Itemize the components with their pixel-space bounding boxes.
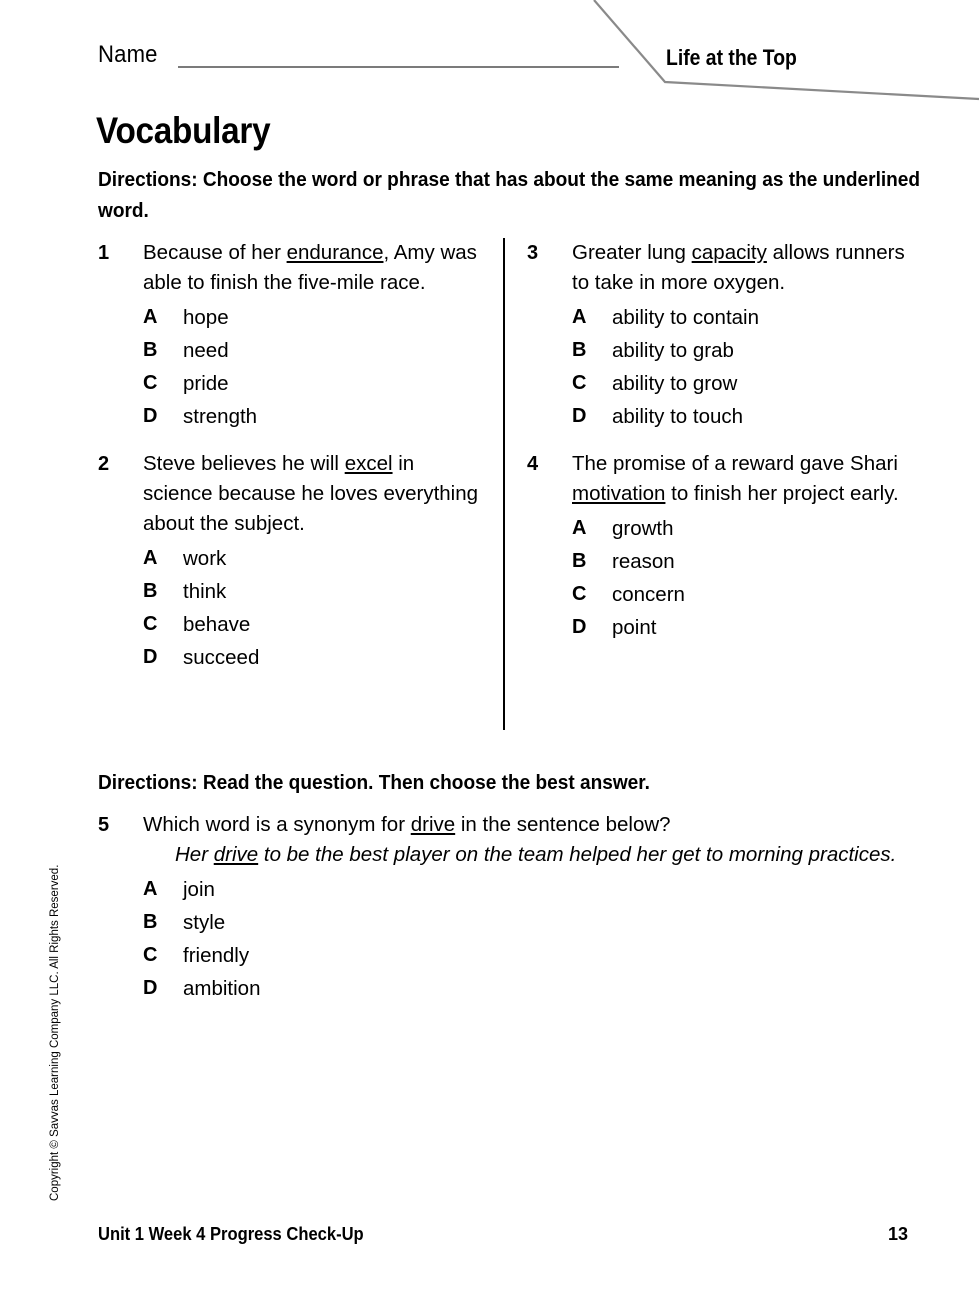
option-text: work: [183, 547, 227, 570]
option-text: style: [183, 911, 226, 934]
option-text: pride: [183, 372, 229, 395]
option-letter: D: [572, 616, 587, 638]
option-letter: B: [572, 339, 587, 361]
stem-text: Greater lung: [572, 241, 692, 264]
answer-option-b[interactable]: [143, 575, 488, 608]
answer-options: [143, 301, 488, 433]
question-number: 5: [98, 814, 110, 836]
answer-options: [143, 873, 948, 1005]
question-3: [527, 238, 927, 433]
option-text: ambition: [183, 977, 261, 1000]
answer-option-a[interactable]: [143, 873, 948, 906]
option-letter: C: [572, 583, 587, 605]
underlined-word: drive: [410, 813, 456, 836]
question-stem: [143, 238, 488, 298]
stem-text: in the sentence below?: [455, 813, 671, 836]
answer-option-a[interactable]: [572, 512, 927, 545]
copyright-notice: Copyright © Savvas Learning Company LLC. All Rights Reserved.: [49, 864, 61, 1201]
stem-text: allows runners to take in more oxygen.: [572, 241, 905, 294]
column-divider: [503, 238, 505, 730]
underlined-word: excel: [344, 452, 393, 475]
question-number: 1: [98, 242, 110, 264]
question-stem: [143, 449, 488, 539]
answer-option-b[interactable]: [572, 545, 927, 578]
stem-text: in science because he loves everything about the subject.: [143, 452, 479, 535]
option-letter: A: [143, 306, 158, 328]
answer-option-d[interactable]: [572, 400, 927, 433]
answer-option-b[interactable]: [572, 334, 927, 367]
option-text: friendly: [183, 944, 250, 967]
stem-text: Steve believes he will: [143, 452, 345, 475]
underlined-word: capacity: [691, 241, 767, 264]
page-title: Vocabulary: [96, 110, 271, 151]
stem-text: Because of her: [143, 241, 287, 264]
stem-text: to finish her project early.: [665, 482, 899, 505]
question-stem: [143, 810, 948, 840]
answer-options: [572, 512, 927, 644]
option-letter: D: [143, 646, 158, 668]
footer-label: Unit 1 Week 4 Progress Check-Up: [98, 1224, 364, 1244]
answer-option-c[interactable]: [143, 608, 488, 641]
answer-option-c[interactable]: [143, 367, 488, 400]
question-1: [98, 238, 488, 433]
question-stem: [572, 449, 927, 509]
option-text: succeed: [183, 646, 260, 669]
stem-text: to be the best player on the team helped her get to morning practices.: [258, 843, 897, 866]
option-text: need: [183, 339, 229, 362]
directions-vocabulary: Directions: Choose the word or phrase that has about the same meaning as the underlined word.: [98, 168, 921, 222]
option-letter: D: [143, 405, 158, 427]
stem-text: The promise of a reward gave Shari: [572, 452, 898, 475]
option-letter: C: [143, 372, 158, 394]
question-column-right: [527, 238, 927, 662]
answer-option-d[interactable]: [143, 972, 948, 1005]
unit-title: Life at the Top: [666, 45, 797, 70]
option-letter: B: [143, 339, 158, 361]
directions-comprehension: Directions: Read the question. Then choose the best answer.: [98, 771, 650, 794]
answer-option-b[interactable]: [143, 906, 948, 939]
answer-option-a[interactable]: [572, 301, 927, 334]
page-footer: [98, 1224, 908, 1245]
option-letter: A: [572, 306, 587, 328]
option-text: strength: [183, 405, 258, 428]
question-5: [98, 810, 948, 1005]
option-letter: A: [143, 547, 158, 569]
option-text: ability to touch: [612, 405, 744, 428]
answer-option-b[interactable]: [143, 334, 488, 367]
answer-option-a[interactable]: [143, 301, 488, 334]
answer-options: [143, 542, 488, 674]
stem-text: , Amy was able to finish the five-mile race.: [143, 241, 477, 294]
option-text: think: [183, 580, 227, 603]
option-letter: A: [143, 878, 158, 900]
option-letter: B: [143, 580, 158, 602]
answer-option-c[interactable]: [143, 939, 948, 972]
option-letter: A: [572, 517, 587, 539]
option-text: reason: [612, 550, 675, 573]
answer-option-c[interactable]: [572, 367, 927, 400]
question-number: 4: [527, 453, 539, 475]
question-2: [98, 449, 488, 674]
option-letter: C: [143, 944, 158, 966]
option-text: ability to grow: [612, 372, 738, 395]
stem-text: Which word is a synonym for: [143, 813, 411, 836]
question-column-left: [98, 238, 488, 692]
question-stimulus-sentence: [175, 840, 948, 870]
option-letter: B: [572, 550, 587, 572]
answer-options: [572, 301, 927, 433]
option-text: ability to contain: [612, 306, 760, 329]
question-column-full: [98, 810, 948, 1023]
answer-option-d[interactable]: [572, 611, 927, 644]
name-label: Name: [98, 41, 158, 68]
option-letter: C: [572, 372, 587, 394]
underlined-word: motivation: [572, 482, 666, 505]
question-stem: [572, 238, 927, 298]
option-letter: D: [572, 405, 587, 427]
option-text: concern: [612, 583, 685, 606]
underlined-word: drive: [213, 843, 259, 866]
option-text: point: [612, 616, 657, 639]
question-4: [527, 449, 927, 644]
option-text: ability to grab: [612, 339, 734, 362]
option-letter: C: [143, 613, 158, 635]
question-number: 3: [527, 242, 539, 264]
option-text: hope: [183, 306, 229, 329]
option-text: join: [183, 878, 215, 901]
question-number: 2: [98, 453, 110, 475]
option-text: behave: [183, 613, 251, 636]
option-text: growth: [612, 517, 674, 540]
underlined-word: endurance: [286, 241, 384, 264]
name-write-in-line[interactable]: [178, 66, 619, 68]
option-letter: D: [143, 977, 158, 999]
answer-option-d[interactable]: [143, 400, 488, 433]
footer-page-number: 13: [887, 1224, 908, 1244]
stem-text: Her: [175, 843, 214, 866]
option-letter: B: [143, 911, 158, 933]
answer-option-a[interactable]: [143, 542, 488, 575]
answer-option-c[interactable]: [572, 578, 927, 611]
answer-option-d[interactable]: [143, 641, 488, 674]
